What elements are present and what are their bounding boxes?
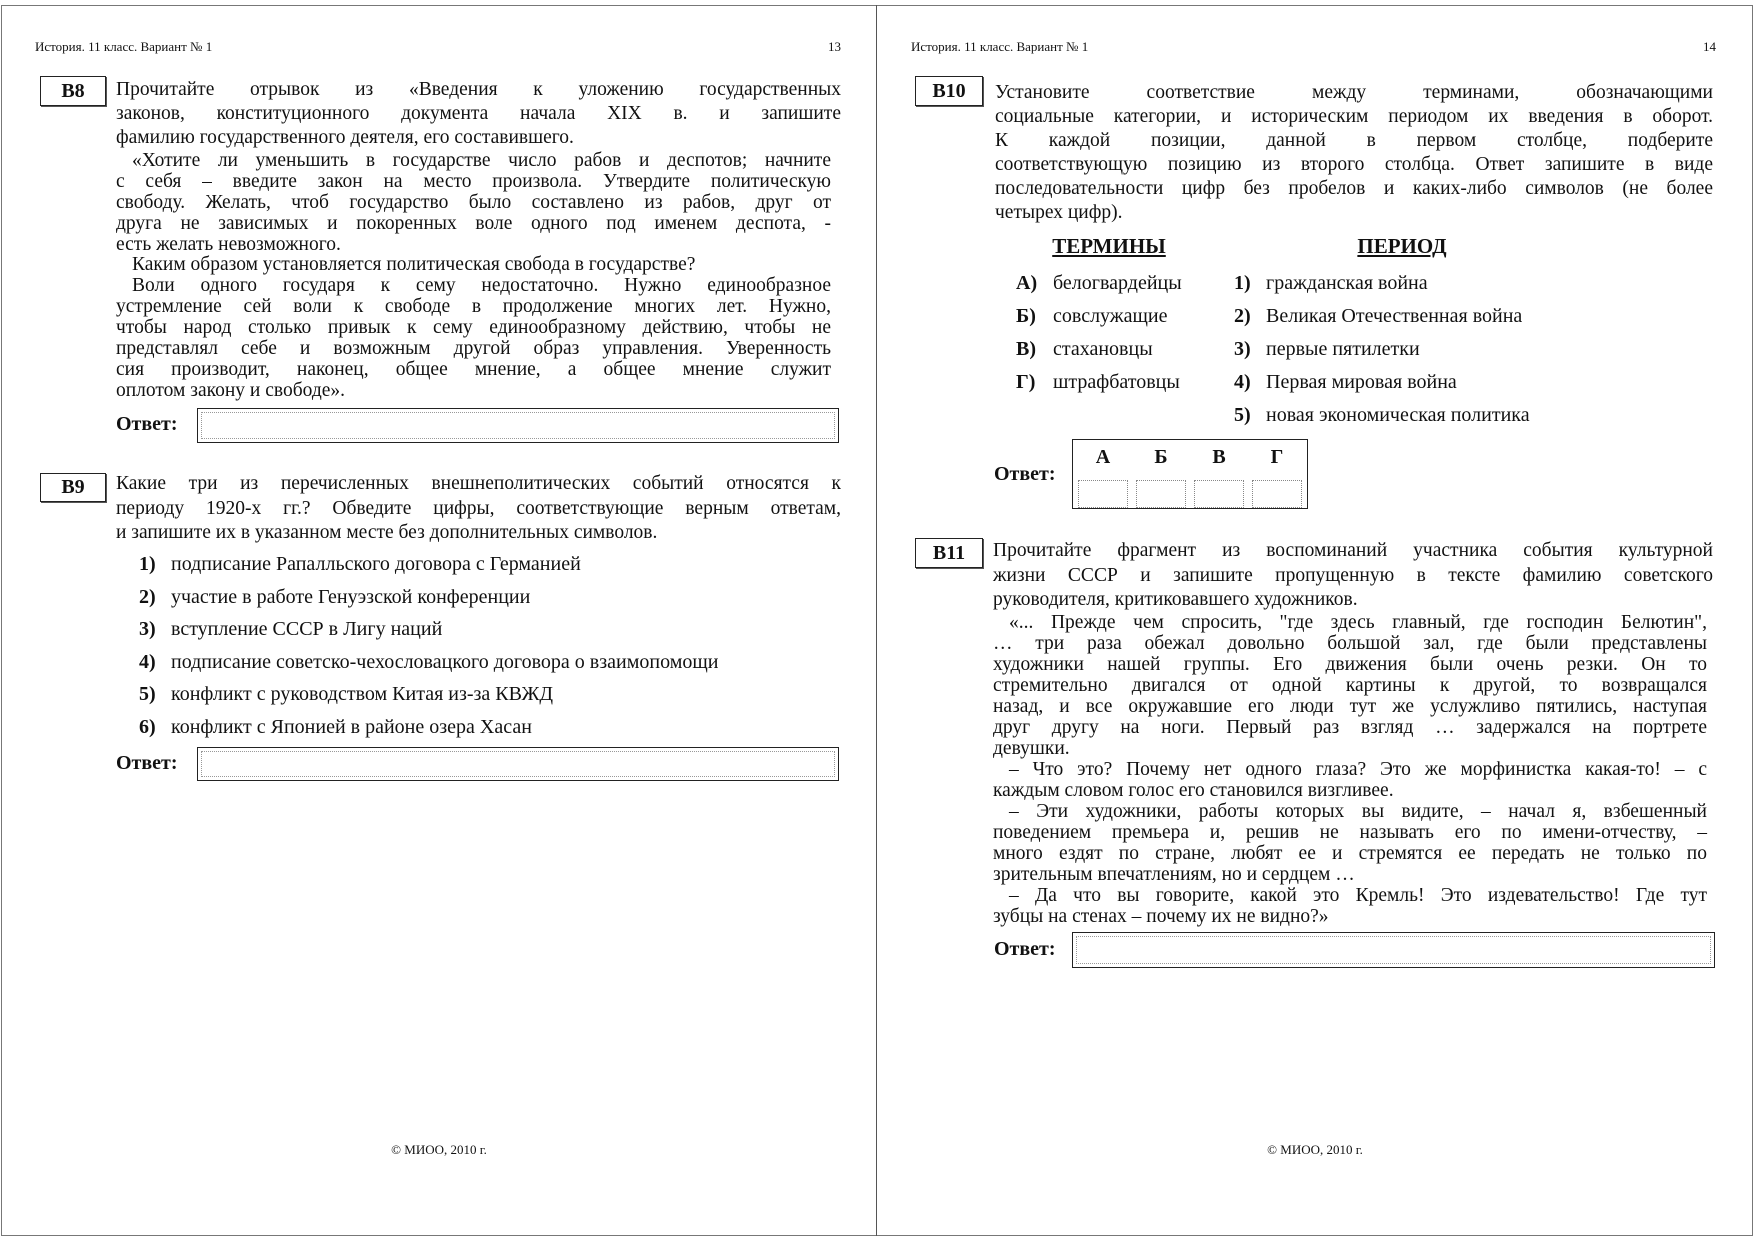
period-text: первые пятилетки — [1266, 338, 1420, 360]
text-line: есть желать невозможного. — [116, 233, 341, 255]
answer-value — [201, 751, 835, 777]
question-label-b11: В11 — [915, 538, 983, 568]
period-column-header: ПЕРИОД — [1357, 234, 1447, 258]
answer-cell[interactable] — [1136, 480, 1186, 508]
b9-option-number[interactable]: 6) — [139, 715, 156, 738]
text-line: – Что это? Почему нет одного глаза? Это же морфинистка какая-то! – с — [1009, 759, 1707, 780]
period-text: Великая Отечественная война — [1266, 305, 1523, 327]
answer-value — [1076, 936, 1711, 964]
period-number[interactable]: 2) — [1234, 305, 1251, 327]
b11-quote — [993, 612, 1707, 927]
text-line: законов, конституционного документа начала XIX в. и запишите — [116, 103, 841, 124]
text-line: жизни СССР и запишите пропущенную в тексте фамилию советского — [993, 564, 1713, 586]
answer-cell[interactable] — [1252, 480, 1302, 508]
text-line: Какие три из перечисленных внешнеполитических событий относятся к — [116, 473, 841, 494]
answer-label: Ответ: — [116, 413, 178, 435]
answer-label: Ответ: — [116, 752, 178, 774]
text-line: девушки. — [993, 738, 1070, 759]
page-header: История. 11 класс. Вариант № 1 — [911, 39, 1089, 54]
b9-instructions — [116, 472, 841, 546]
b10-answer-table — [1072, 439, 1308, 509]
text-line: много ездят по стране, любят ее и стремятся ее передать не только по — [993, 843, 1707, 864]
answer-label: Ответ: — [994, 938, 1056, 960]
text-line: «Хотите ли уменьшить в государстве число рабов и деспотов; начните — [132, 150, 831, 171]
b9-option-number[interactable]: 1) — [139, 553, 156, 575]
text-line: Установите соответствие между терминами, обозначающими — [995, 82, 1713, 103]
text-line: назад, и все окружавшие его люди тут же услужливо пятились, наступая — [993, 696, 1707, 717]
term-number[interactable]: Г) — [1016, 371, 1036, 393]
answer-value — [201, 412, 835, 439]
answer-label: Ответ: — [994, 463, 1056, 485]
b8-answer-field[interactable] — [197, 408, 839, 443]
text-line: устремление сей воли к свободе в продолжение многих лет. Нужно, — [116, 296, 831, 318]
period-number[interactable]: 4) — [1234, 371, 1251, 393]
text-line: зрительным впечатлениям, но и сердцем … — [993, 864, 1355, 885]
term-text: белогвардейцы — [1053, 272, 1182, 294]
answer-column-header: Б — [1154, 446, 1168, 468]
answer-column-header: Г — [1270, 446, 1284, 468]
question-label-b9: В9 — [40, 473, 106, 502]
b10-instructions — [995, 81, 1713, 225]
text-line: периоду 1920-х гг.? Обведите цифры, соответствующие верным ответам, — [116, 497, 841, 519]
text-line: Каким образом установляется политическая свобода в государстве? — [132, 254, 696, 276]
text-line: фамилию государственного деятеля, его составившего. — [116, 127, 574, 148]
text-line: социальные категории, и историческим периодом их введения в оборот. — [995, 106, 1713, 127]
period-text: гражданская война — [1266, 272, 1428, 294]
question-label-b10: В10 — [915, 76, 983, 106]
b9-option-text: конфликт с Японией в районе озера Хасан — [171, 715, 532, 738]
page-number: 13 — [828, 39, 841, 54]
b9-option-number[interactable]: 5) — [139, 683, 156, 705]
page-number: 14 — [1703, 39, 1716, 54]
text-line: Прочитайте фрагмент из воспоминаний участника события культурной — [993, 540, 1713, 561]
b9-option-text: вступление СССР в Лигу наций — [171, 618, 443, 640]
b9-option-number[interactable]: 2) — [139, 585, 156, 608]
text-line: руководителя, критиковавшего художников. — [993, 589, 1358, 610]
term-text: стахановцы — [1053, 338, 1153, 360]
text-line: «... Прежде чем спросить, "где здесь главный, где господин Белютин", — [1009, 612, 1707, 633]
period-number[interactable]: 5) — [1234, 404, 1251, 426]
period-number[interactable]: 3) — [1234, 338, 1251, 360]
page-footer: © МИОО, 2010 г. — [391, 1142, 487, 1157]
text-line: оплотом закону и свободе». — [116, 379, 346, 401]
b8-quote — [116, 151, 831, 402]
page-header: История. 11 класс. Вариант № 1 — [35, 39, 213, 54]
b11-instructions — [993, 539, 1713, 613]
answer-cell[interactable] — [1078, 480, 1128, 508]
text-line: свободу. Желать, чтоб государство было составлено из рабов, друг от — [116, 191, 831, 213]
page-footer: © МИОО, 2010 г. — [1267, 1142, 1363, 1157]
text-line: каждым словом голос его становился визгливее. — [993, 780, 1394, 801]
terms-column-header: ТЕРМИНЫ — [1052, 234, 1166, 258]
text-line: – Эти художники, работы которых вы видите, – начал я, взбешенный — [1009, 801, 1707, 822]
period-text: Первая мировая война — [1266, 371, 1457, 393]
text-line: четырех цифр). — [995, 202, 1123, 223]
page-divider — [876, 5, 877, 1236]
question-label-b8: В8 — [40, 76, 106, 106]
term-number[interactable]: Б) — [1016, 305, 1036, 327]
answer-column-header: В — [1212, 446, 1226, 468]
text-line: Воли одного государя к сему недостаточно. Нужно единообразное — [132, 275, 831, 297]
term-number[interactable]: А) — [1016, 272, 1038, 294]
text-line: поведением премьера и, решив не называть его по имени-отчеству, – — [993, 822, 1707, 843]
b9-option-number[interactable]: 3) — [139, 618, 156, 640]
b11-answer-field[interactable] — [1072, 932, 1715, 968]
text-line: зубцы на стенах – почему их не видно?» — [993, 906, 1329, 927]
text-line: представлял себе и возможным другой образ управления. Уверенность — [116, 338, 831, 360]
text-line: и запишите их в указанном месте без дополнительных символов. — [116, 522, 658, 543]
b9-option-text: подписание Рапалльского договора с Германией — [171, 553, 581, 575]
term-number[interactable]: В) — [1016, 338, 1036, 360]
term-text: совслужащие — [1053, 305, 1168, 327]
text-line: стремительно двигался от одной картины к другой, то возвращался — [993, 675, 1707, 696]
b9-option-text: подписание советско-чехословацкого договора о взаимопомощи — [171, 650, 719, 673]
term-text: штрафбатовцы — [1053, 371, 1180, 393]
text-line: с себя – введите закон на место произвола. Утвердите политическую — [116, 170, 831, 192]
text-line: … три раза обежал довольно большой зал, где были представлены — [993, 633, 1707, 654]
text-line: сия производит, наконец, общее мнение, а общее мнение служит — [116, 358, 831, 380]
text-line: чтобы народ столько привык к сему единообразному действию, чтобы не — [116, 317, 831, 339]
b9-option-text: участие в работе Генуэзской конференции — [171, 585, 531, 608]
b9-answer-field[interactable] — [197, 747, 839, 781]
text-line: соответствующую позицию из второго столбца. Ответ запишите в виде — [995, 154, 1713, 175]
text-line: друга не зависимых и покоренных воле одного под именем деспота, - — [116, 212, 831, 234]
text-line: последовательности цифр без пробелов и каких-либо символов (не более — [995, 178, 1713, 199]
b9-option-text: конфликт с руководством Китая из-за КВЖД — [171, 683, 554, 705]
answer-cell[interactable] — [1194, 480, 1244, 508]
text-line: художники нашей группы. Его движения были очень резки. Он то — [993, 654, 1707, 675]
text-line: Прочитайте отрывок из «Введения к уложению государственных — [116, 79, 841, 100]
text-line: К каждой позиции, данной в первом столбце, подберите — [995, 130, 1713, 151]
period-text: новая экономическая политика — [1266, 404, 1530, 426]
b9-option-number[interactable]: 4) — [139, 650, 156, 673]
period-number[interactable]: 1) — [1234, 272, 1251, 294]
text-line: – Да что вы говорите, какой это Кремль! Это издевательство! Где тут — [1009, 885, 1707, 906]
text-line: друг другу на ноги. Первый раз взгляд … задержался на портрете — [993, 717, 1707, 738]
b8-instructions — [116, 78, 841, 150]
answer-column-header: А — [1095, 446, 1111, 468]
